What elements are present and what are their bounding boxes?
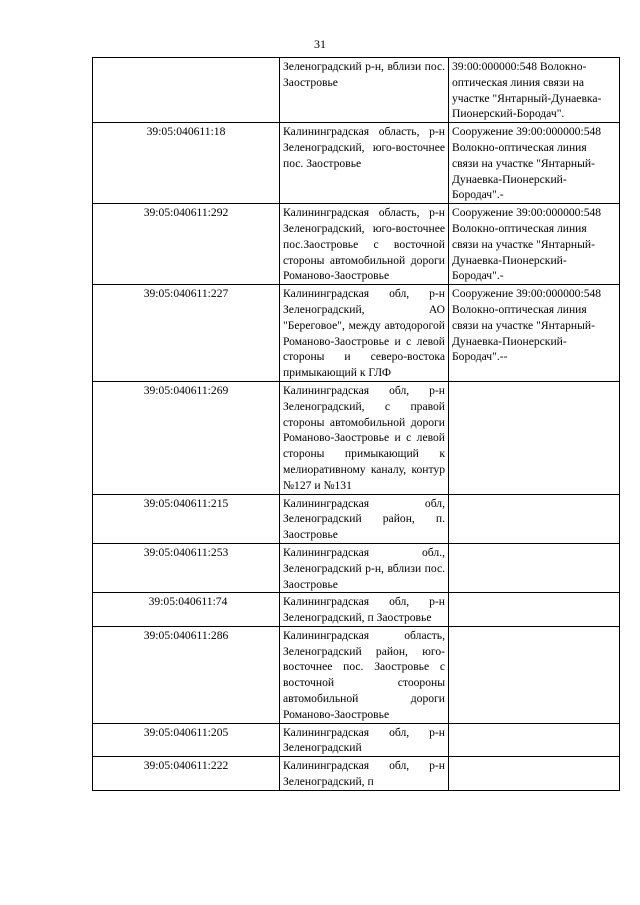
cadastral-number-cell: 39:05:040611:215 — [93, 494, 280, 543]
address-cell: Калининградская обл, р-н Зеленоградский, п Заостровье — [280, 593, 449, 627]
address-cell: Калининградская область, Зеленоградский район, юго-восточнее пос. Заостровье с восточной стоороны автомобильной дороги Романово-Заостровье — [280, 626, 449, 723]
land-plots-table — [92, 57, 620, 791]
cadastral-number-cell: 39:05:040611:18 — [93, 123, 280, 204]
table-row — [93, 626, 620, 723]
encumbrance-cell — [449, 494, 620, 543]
encumbrance-cell — [449, 543, 620, 592]
table-row — [93, 494, 620, 543]
cadastral-number-cell: 39:05:040611:205 — [93, 723, 280, 757]
table-row — [93, 285, 620, 382]
cadastral-number-cell — [93, 58, 280, 123]
cadastral-number-cell: 39:05:040611:74 — [93, 593, 280, 627]
table-row — [93, 723, 620, 757]
address-cell: Калининградская обл, р-н Зеленоградский, п — [280, 757, 449, 791]
cadastral-number-cell: 39:05:040611:253 — [93, 543, 280, 592]
cadastral-number-cell: 39:05:040611:222 — [93, 757, 280, 791]
address-cell: Калининградская обл, р-н Зеленоградский, АО "Береговое", между автодорогой Романово-Заостровье и с левой стороны и северо-востока примыкающий к ГЛФ — [280, 285, 449, 382]
cadastral-number-cell: 39:05:040611:292 — [93, 204, 280, 285]
encumbrance-cell — [449, 381, 620, 494]
address-cell: Калининградская обл, р-н Зеленоградский — [280, 723, 449, 757]
table-row — [93, 123, 620, 204]
encumbrance-cell — [449, 757, 620, 791]
page-number: 31 — [314, 37, 326, 51]
cadastral-number-cell: 39:05:040611:227 — [93, 285, 280, 382]
encumbrance-cell — [449, 723, 620, 757]
encumbrance-cell — [449, 593, 620, 627]
encumbrance-cell: Сооружение 39:00:000000:548 Волокно-оптическая линия связи на участке "Янтарный-Дунаевка-Пионерский-Бородач".- — [449, 123, 620, 204]
cadastral-number-cell: 39:05:040611:269 — [93, 381, 280, 494]
address-cell: Калининградская обл, р-н Зеленоградский, с правой стороны автомобильной дороги Романово-Заостровье и с левой стороны примыкающий к мелиоративному каналу, контур №127 и №131 — [280, 381, 449, 494]
encumbrance-cell: Сооружение 39:00:000000:548 Волокно-оптическая линия связи на участке "Янтарный-Дунаевка-Пионерский-Бородач".- — [449, 204, 620, 285]
cadastral-number-cell: 39:05:040611:286 — [93, 626, 280, 723]
table-row — [93, 757, 620, 791]
address-cell: Калининградская обл, Зеленоградский район, п. Заостровье — [280, 494, 449, 543]
encumbrance-cell — [449, 626, 620, 723]
table-row — [93, 204, 620, 285]
address-cell: Зеленоградский р-н, вблизи пос. Заостровье — [280, 58, 449, 123]
table-row — [93, 593, 620, 627]
address-cell: Калининградская обл., Зеленоградский р-н, вблизи пос. Заостровье — [280, 543, 449, 592]
table-row — [93, 381, 620, 494]
encumbrance-cell: 39:00:000000:548 Волокно-оптическая линия связи на участке "Янтарный-Дунаевка-Пионерский-Бородач". — [449, 58, 620, 123]
address-cell: Калининградская область, р-н Зеленоградский, юго-восточнее пос.Заостровье с восточной стороны автомобильной дороги Романово-Заостровье — [280, 204, 449, 285]
encumbrance-cell: Сооружение 39:00:000000:548 Волокно-оптическая линия связи на участке "Янтарный-Дунаевка-Пионерский-Бородач".-- — [449, 285, 620, 382]
table-row — [93, 543, 620, 592]
address-cell: Калининградская область, р-н Зеленоградский, юго-восточнее пос. Заостровье — [280, 123, 449, 204]
table-row — [93, 58, 620, 123]
